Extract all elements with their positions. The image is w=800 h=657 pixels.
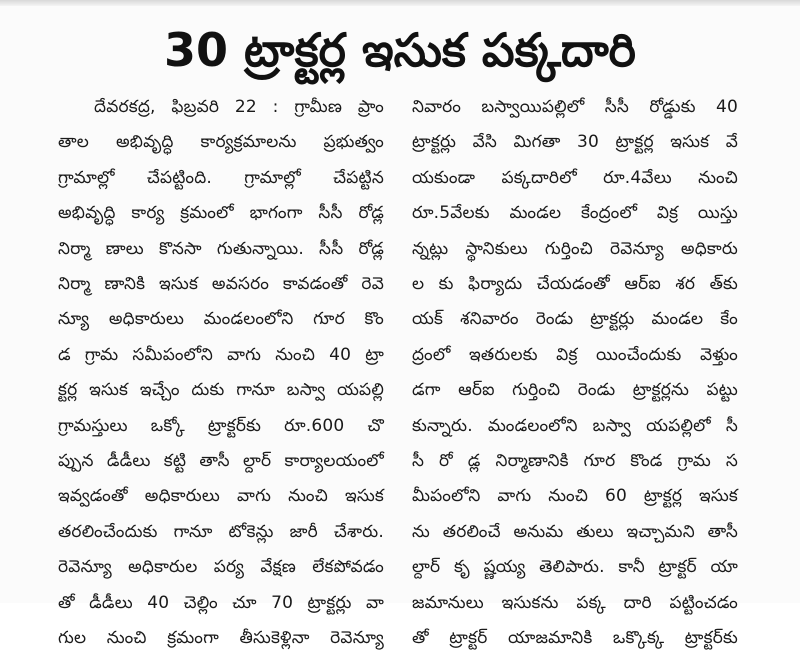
- text-line: తో డీడీలు 40 చెల్లిం చూ 70 ట్రాక్టర్లు వా: [58, 592, 384, 613]
- text-line: ఇవ్వడంతో అధికారులు వాగు నుంచి ఇసుక: [58, 486, 384, 507]
- text-line: జమానులు ఇసుకను పక్క దారి పట్టించడం: [412, 592, 738, 613]
- text-line: గ్రామస్తులు ఒక్కో ట్రాక్టర్‌కు రూ.600 చొ: [58, 415, 384, 436]
- text-line: అభివృద్ధి కార్య క్రమంలో భాగంగా సీసీ రోడ్ల: [58, 203, 384, 224]
- left-column: [58, 90, 384, 649]
- text-line: నివారం బస్వాయిపల్లిలో సీసీ రోడ్డుకు 40: [412, 97, 738, 117]
- text-line: ల కు ఫిర్యాదు చేయడంతో ఆర్ఐ శర త్‌కు: [412, 274, 738, 295]
- article-body: [58, 90, 738, 649]
- text-line: దేవరకద్ర, ఫిబ్రవరి 22 : గ్రామీణ ప్రాం: [94, 97, 384, 117]
- text-line: నిర్మా ణానికి ఇసుక అవసరం కావడంతో రెవె: [58, 274, 384, 295]
- text-line: డ గ్రామ సమీపంలోని వాగు నుంచి 40 ట్రా: [58, 344, 384, 365]
- text-line: గ్రామాల్లో చేపట్టింది. గ్రామాల్లో చేపట్టిన: [58, 167, 384, 188]
- text-line: క్టర్ల ఇసుక ఇచ్చేం దుకు గానూ బస్వా యపల్లి: [58, 380, 384, 401]
- text-line: యక్ శనివారం రెండు ట్రాక్టర్లు మండల కేం: [412, 309, 738, 330]
- text-line: తో ట్రాక్టర్ యాజమానికి ఒక్కొక్క ట్రాక్టర్‌కు: [412, 628, 738, 649]
- text-line: తాల అభివృద్ధి కార్యక్రమాలను ప్రభుత్వం: [58, 132, 384, 153]
- text-line: రెవెన్యూ అధికారుల పర్య వేక్షణ లేకపోవడం: [58, 557, 384, 578]
- text-line: న్నట్లు స్థానికులు గుర్తించి రెవెన్యూ అధికారు: [412, 238, 738, 259]
- text-line: రూ.5వేలకు మండల కేంద్రంలో విక్ర యిస్తు: [412, 203, 738, 224]
- text-line: గుల నుంచి క్రమంగా తీసుకెళ్లినా రెవెన్యూ: [58, 628, 384, 649]
- text-line: ల్దార్ కృ ష్ణయ్య తెలిపారు. కానీ ట్రాక్టర్ యా: [412, 557, 738, 578]
- text-line: ద్రంలో ఇతరులకు విక్ర యించేందుకు వెళ్తుం: [412, 344, 738, 365]
- top-rule: [0, 0, 800, 6]
- text-line: న్యూ అధికారులు మండలంలోని గూర కొం: [58, 309, 384, 330]
- text-line: డగా ఆర్ఐ గుర్తించి రెండు ట్రాక్టర్లను పట్టు: [412, 380, 738, 401]
- headline: 30 ట్రాక్టర్ల ఇసుక పక్కదారి: [164, 23, 636, 77]
- text-line: ను తరలించే అనుమ తులు ఇచ్చామని తాసీ: [412, 521, 738, 542]
- text-line: కున్నారు. మండలంలోని బస్వా యపల్లిలో సీ: [412, 415, 738, 436]
- right-column: [412, 90, 738, 649]
- text-line: మీపంలోని వాగు నుంచి 60 ట్రాక్టర్ల ఇసుక: [412, 486, 738, 507]
- text-line: ప్పున డీడీలు కట్టి తాసీ ల్దార్ కార్యాలయంలో: [58, 451, 384, 472]
- text-line: ట్రాక్టర్లు వేసి మిగతా 30 ట్రాక్టర్ల ఇసుక వే: [412, 132, 738, 153]
- text-line: నిర్మా ణాలు కొనసా గుతున్నాయి. సీసీ రోడ్ల: [58, 238, 384, 259]
- text-line: యకుండా పక్కదారిలో రూ.4వేలు నుంచి: [412, 167, 738, 188]
- text-line: తరలించేందుకు గానూ టోకెన్లు జారీ చేశారు.: [58, 521, 384, 542]
- text-line: సీ రో డ్ల నిర్మాణానికి గూర కొండ గ్రామ స: [412, 451, 738, 472]
